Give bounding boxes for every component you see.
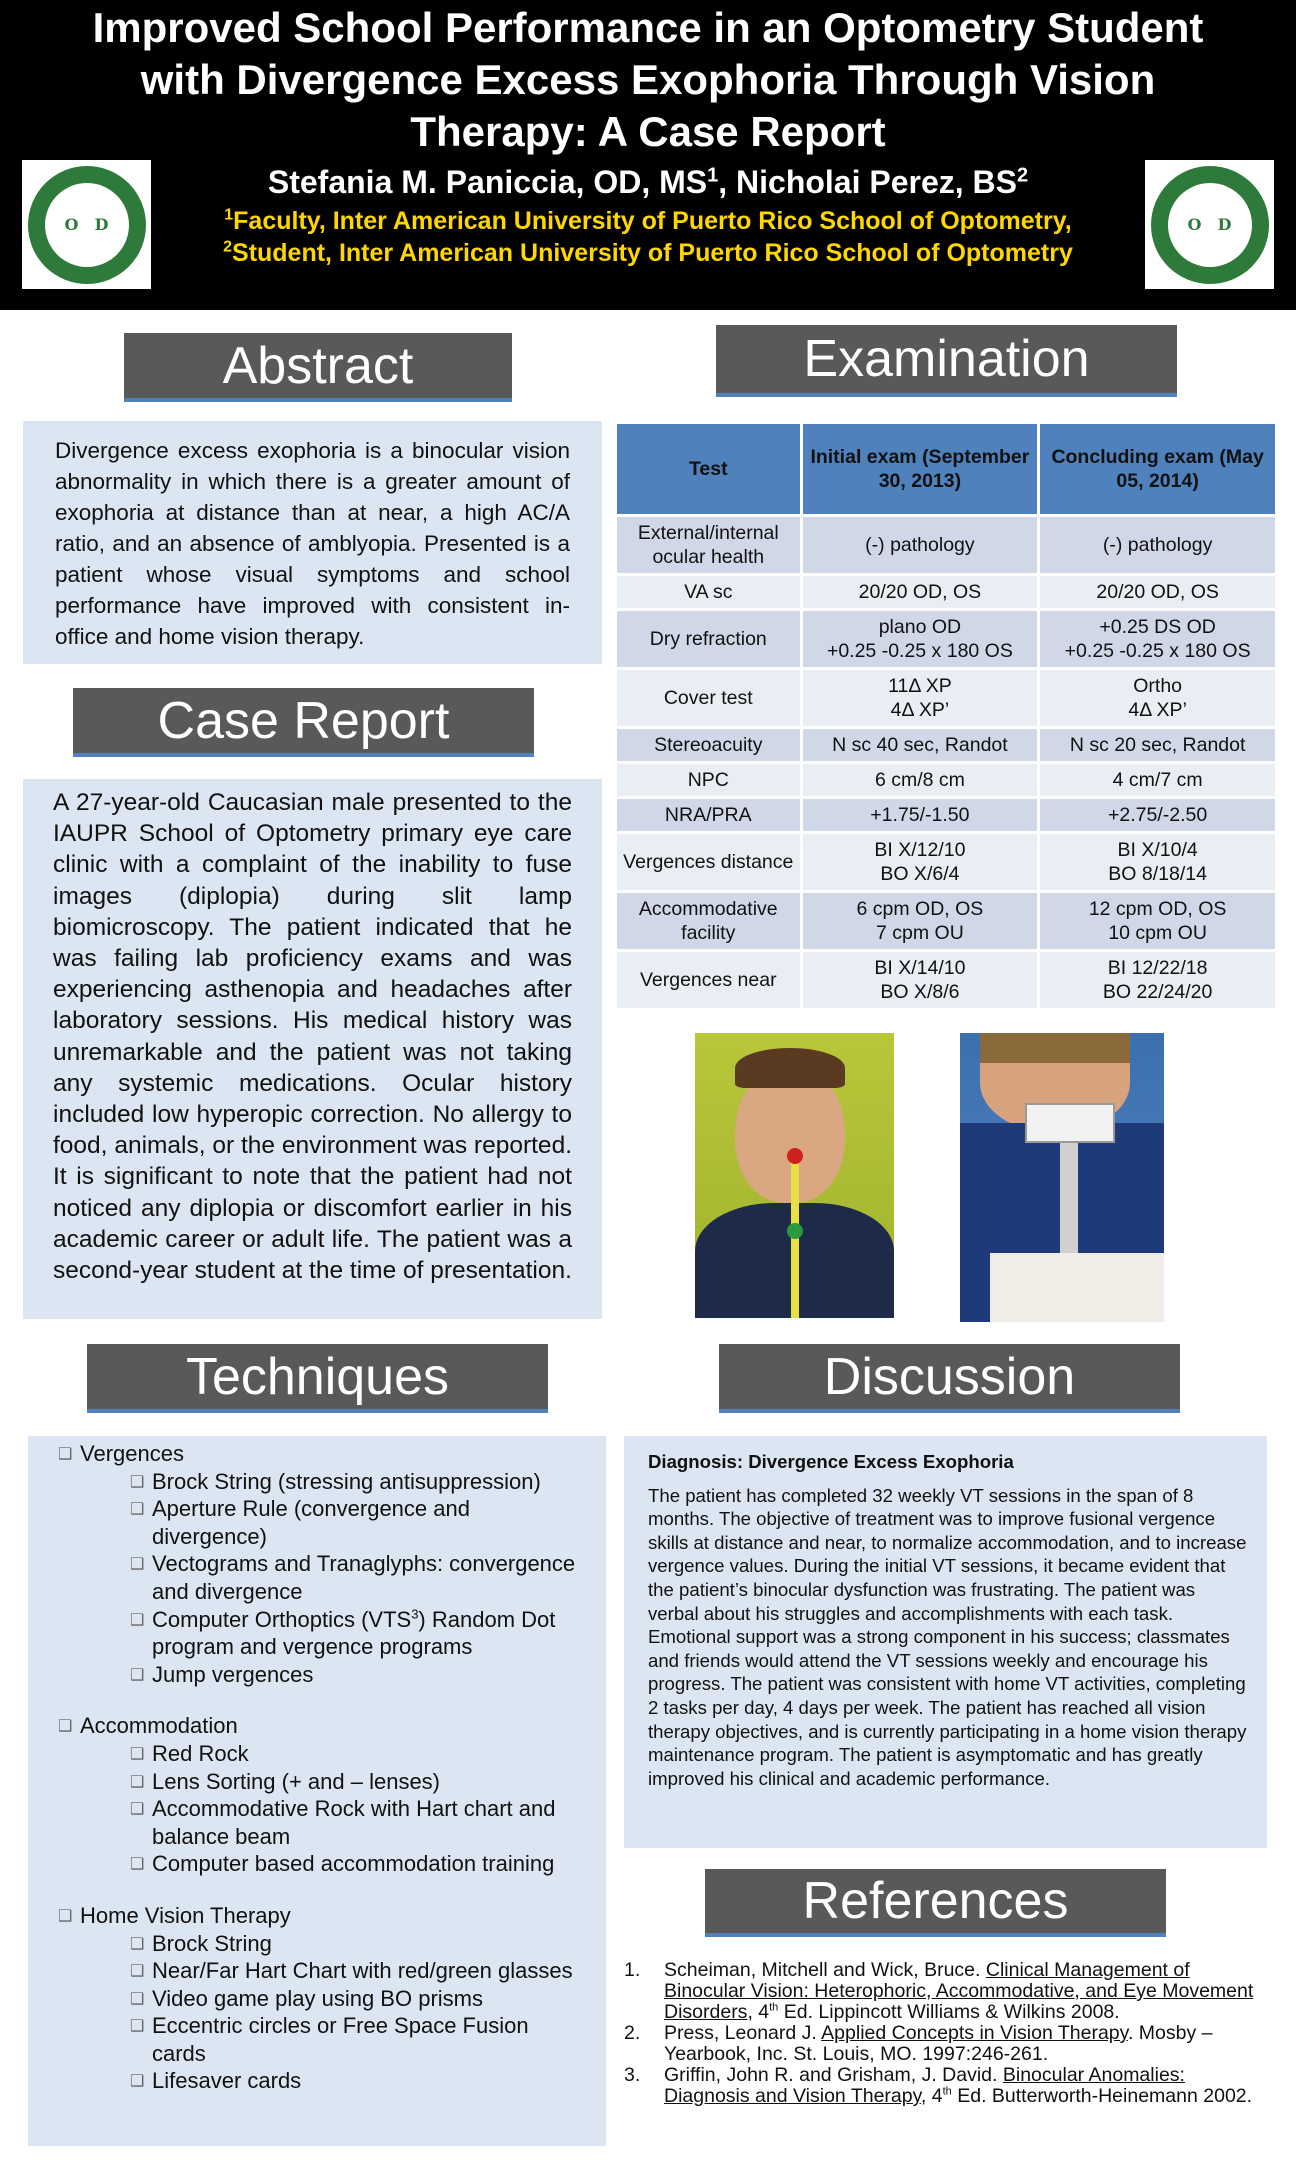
technique-group	[52, 1712, 586, 1740]
reference-item	[624, 2023, 1274, 2065]
discussion-text: The patient has completed 32 weekly VT sessions in the span of 8 months. The objective of treatment was to improve fusional vergence skills at distance and near, to normalize accommodation, and to increase vergence values. During the initial VT sessions, it became evident that the patient’s binocular dysfunction was frustrating. The patient was verbal about his struggles and accomplishments with each task. Emotional support was a strong component in his success; classmates and friends would attend the VT sessions weekly and encourage his progress. The patient was consistent with home VT activities, completing 2 tasks per day, 4 days per week. The patient has reached all vision therapy objectives, and is currently participating in a home vision therapy maintenance program. The patient is asymptomatic and has greatly improved his clinical and academic performance.	[648, 1484, 1247, 1789]
reference-sup: th	[942, 2085, 952, 2098]
technique-item	[52, 1468, 586, 1496]
reference-item	[624, 1960, 1274, 2023]
school-logo-right: O D	[1145, 160, 1274, 289]
column-header: Initial exam (September 30, 2013)	[803, 424, 1038, 514]
technique-item	[52, 1661, 586, 1689]
checkbox-bullet-icon: ❑	[130, 1501, 145, 1519]
school-logo-left: O D	[22, 160, 151, 289]
techniques-heading: Techniques	[87, 1344, 548, 1413]
affiliation-1-sup: 1	[224, 206, 234, 224]
reference-edition: , 4	[747, 2001, 770, 2023]
table-cell: 11Δ XP 4Δ XP’	[803, 670, 1038, 726]
technique-item	[52, 2067, 586, 2095]
table-cell: +0.25 DS OD +0.25 -0.25 x 180 OS	[1040, 611, 1275, 667]
examination-table	[614, 421, 1278, 1011]
table-row	[617, 834, 1275, 890]
table-cell: Ortho 4Δ XP’	[1040, 670, 1275, 726]
technique-item-label: Red Rock	[152, 1740, 249, 1766]
technique-group	[52, 1440, 586, 1468]
technique-item	[52, 1740, 586, 1768]
checkbox-bullet-icon: ❑	[130, 1856, 145, 1874]
technique-item	[52, 1930, 586, 1958]
table-cell: plano OD +0.25 -0.25 x 180 OS	[803, 611, 1038, 667]
case-report-heading: Case Report	[73, 688, 534, 757]
table-cell: BI 12/22/18 BO 22/24/20	[1040, 952, 1275, 1008]
table-cell: NPC	[617, 764, 800, 796]
technique-item-label: Accommodative Rock with Hart chart and balance beam	[152, 1796, 556, 1849]
checkbox-bullet-icon: ❑	[130, 1963, 145, 1981]
authors	[160, 164, 1136, 200]
column-header: Test	[617, 424, 800, 514]
table-row	[617, 576, 1275, 608]
table-row	[617, 729, 1275, 761]
table-cell: +1.75/-1.50	[803, 799, 1038, 831]
table-cell: NRA/PRA	[617, 799, 800, 831]
technique-group-label: Accommodation	[80, 1713, 238, 1739]
table-cell: Cover test	[617, 670, 800, 726]
checkbox-bullet-icon: ❑	[130, 2018, 145, 2036]
diagnosis: Diagnosis: Divergence Excess Exophoria	[648, 1451, 1014, 1472]
affiliation-2	[156, 237, 1140, 269]
table-cell: N sc 40 sec, Randot	[803, 729, 1038, 761]
technique-item	[52, 1606, 586, 1661]
table-cell: Vergences near	[617, 952, 800, 1008]
reference-title[interactable]: Clinical Management of Binocular Vision: Heterophoric, Accommodative, and Eye Movement Disorders	[664, 1959, 1254, 2023]
technique-item-label: Vectograms and Tranaglyphs: convergence and divergence	[152, 1551, 576, 1604]
affiliation-2-sup: 2	[223, 238, 233, 256]
reference-edition: . Mosby – Yearbook, Inc. St. Louis, MO. 1997:246-261.	[664, 2022, 1213, 2065]
technique-group-label: Vergences	[80, 1441, 184, 1466]
poster-title-line-3: Therapy: A Case Report	[410, 108, 886, 155]
reference-title[interactable]: Binocular Anomalies: Diagnosis and Vision Therapy	[664, 2064, 1185, 2107]
table-row	[617, 764, 1275, 796]
author-2: , Nicholai Perez, BS	[718, 164, 1017, 200]
affiliation-1-text: Faculty, Inter American University of Puerto Rico School of Optometry,	[233, 207, 1072, 235]
technique-item	[52, 1550, 586, 1605]
discussion-heading: Discussion	[719, 1344, 1180, 1413]
patient-photo-brock-string	[695, 1033, 894, 1318]
table-cell: 20/20 OD, OS	[1040, 576, 1275, 608]
reference-number: 2.	[624, 2022, 641, 2044]
reference-sup: th	[769, 2001, 779, 2014]
table-cell: BI X/14/10 BO X/8/6	[803, 952, 1038, 1008]
technique-item-label: Eccentric circles or Free Space Fusion cards	[152, 2013, 529, 2066]
reference-authors: Griffin, John R. and Grisham, J. David.	[664, 2064, 1003, 2086]
table-cell: +2.75/-2.50	[1040, 799, 1275, 831]
reference-number: 1.	[624, 1959, 641, 1981]
column-header: Concluding exam (May 05, 2014)	[1040, 424, 1275, 514]
checkbox-bullet-icon: ❑	[130, 1935, 145, 1953]
reference-item	[624, 2065, 1274, 2107]
techniques-list	[28, 1436, 606, 2146]
table-cell: 20/20 OD, OS	[803, 576, 1038, 608]
reference-title[interactable]: Applied Concepts in Vision Therapy	[821, 2022, 1128, 2044]
table-row	[617, 611, 1275, 667]
checkbox-bullet-icon: ❑	[130, 1990, 145, 2008]
poster-title-line-1: Improved School Performance in an Optometry Student	[92, 4, 1204, 51]
references-list	[624, 1960, 1274, 2107]
technique-item-label: Computer based accommodation training	[152, 1851, 555, 1877]
table-cell: VA sc	[617, 576, 800, 608]
table-row	[617, 952, 1275, 1008]
table-header-row	[617, 424, 1275, 514]
technique-item-label: Video game play using BO prisms	[152, 1985, 483, 2011]
table-cell: BI X/10/4 BO 8/18/14	[1040, 834, 1275, 890]
checkbox-bullet-icon: ❑	[130, 1473, 145, 1491]
examination-heading: Examination	[716, 325, 1177, 397]
technique-item-label: Aperture Rule (convergence and divergence)	[152, 1496, 470, 1549]
technique-group-label: Home Vision Therapy	[80, 1902, 291, 1928]
table-cell: 4 cm/7 cm	[1040, 764, 1275, 796]
table-row	[617, 670, 1275, 726]
author-1: Stefania M. Paniccia, OD, MS	[267, 164, 708, 200]
table-cell: 6 cpm OD, OS 7 cpm OU	[803, 893, 1038, 949]
table-cell: (-) pathology	[803, 517, 1038, 573]
abstract-text: Divergence excess exophoria is a binocular vision abnormality in which there is a greater amount of exophoria at distance than at near, a high AC/A ratio, and an absence of amblyopia. Presented is a patient whose visual symptoms and school performance have improved with consistent in-office and home vision therapy.	[23, 421, 602, 664]
checkbox-bullet-icon: ❑	[58, 1718, 73, 1736]
reference-authors: Scheiman, Mitchell and Wick, Bruce.	[664, 1959, 986, 1981]
technique-item-label: Jump vergences	[152, 1661, 314, 1687]
reference-edition: , 4	[920, 2085, 943, 2107]
table-cell: BI X/12/10 BO X/6/4	[803, 834, 1038, 890]
table-cell: Accommodative facility	[617, 893, 800, 949]
checkbox-bullet-icon: ❑	[130, 1611, 145, 1629]
technique-item	[52, 1985, 586, 2013]
discussion-box	[624, 1436, 1267, 1848]
table-cell: Stereoacuity	[617, 729, 800, 761]
technique-item	[52, 1768, 586, 1796]
technique-item-label: Brock String (stressing antisuppression)	[152, 1468, 541, 1494]
technique-item-label: Computer Orthoptics (VTS$^3$) Random Dot program and vergence programs	[152, 1606, 556, 1660]
checkbox-bullet-icon: ❑	[58, 1446, 73, 1463]
checkbox-bullet-icon: ❑	[130, 1773, 145, 1791]
table-cell: 12 cpm OD, OS 10 cpm OU	[1040, 893, 1275, 949]
technique-item	[52, 1495, 586, 1550]
technique-item-label: Brock String	[152, 1930, 272, 1956]
table-row	[617, 893, 1275, 949]
case-report-text: A 27-year-old Caucasian male presented to the IAUPR School of Optometry primary eye care clinic with a complaint of the inability to fuse images (diplopia) during slit lamp biomicroscopy. The patient indicated that he was failing lab proficiency exams and was experiencing asthenopia and headaches after laboratory sessions. His medical history was unremarkable and the patient was not taking any systemic medications. Ocular history included low hyperopic correction. No allergy to food, animals, or the environment was reported. It is significant to note that the patient had not noticed any diplopia or discomfort earlier in his academic career or adult life. The patient was a second-year student at the time of presentation.	[23, 779, 602, 1319]
technique-item	[52, 2012, 586, 2067]
technique-item	[52, 1850, 586, 1878]
checkbox-bullet-icon: ❑	[130, 1745, 145, 1763]
table-row	[617, 799, 1275, 831]
abstract-heading: Abstract	[124, 333, 512, 402]
table-cell: Dry refraction	[617, 611, 800, 667]
reference-number: 3.	[624, 2064, 641, 2086]
reference-authors: Press, Leonard J.	[664, 2022, 822, 2044]
reference-publisher: Ed. Butterworth-Heinemann 2002.	[951, 2085, 1253, 2107]
author-1-sup: 1	[707, 164, 719, 187]
poster-title-line-2: with Divergence Excess Exophoria Through Vision	[140, 56, 1156, 103]
table-cell: N sc 20 sec, Randot	[1040, 729, 1275, 761]
technique-item	[52, 1795, 586, 1850]
references-heading: References	[705, 1869, 1166, 1937]
affiliation-2-text: Student, Inter American University of Puerto Rico School of Optometry	[232, 239, 1073, 267]
checkbox-bullet-icon: ❑	[58, 1907, 73, 1925]
technique-item-label: Lifesaver cards	[152, 2068, 302, 2094]
table-cell: 6 cm/8 cm	[803, 764, 1038, 796]
poster-header	[0, 0, 1296, 310]
checkbox-bullet-icon: ❑	[130, 1556, 145, 1574]
checkbox-bullet-icon: ❑	[130, 1666, 145, 1684]
table-cell: Vergences distance	[617, 834, 800, 890]
technique-item-label: Lens Sorting (+ and – lenses)	[152, 1768, 441, 1794]
technique-group	[52, 1902, 586, 1930]
patient-photo-aperture-rule	[960, 1033, 1164, 1322]
table-cell: External/internal ocular health	[617, 517, 800, 573]
table-cell: (-) pathology	[1040, 517, 1275, 573]
technique-item	[52, 1957, 586, 1985]
author-2-sup: 2	[1017, 164, 1029, 187]
checkbox-bullet-icon: ❑	[130, 2073, 145, 2091]
affiliations	[156, 205, 1140, 269]
technique-item-label: Near/Far Hart Chart with red/green glasses	[152, 1958, 573, 1984]
checkbox-bullet-icon: ❑	[130, 1801, 145, 1819]
affiliation-1	[156, 205, 1140, 237]
reference-publisher: Ed. Lippincott Williams & Wilkins 2008.	[778, 2001, 1120, 2023]
table-row	[617, 517, 1275, 573]
